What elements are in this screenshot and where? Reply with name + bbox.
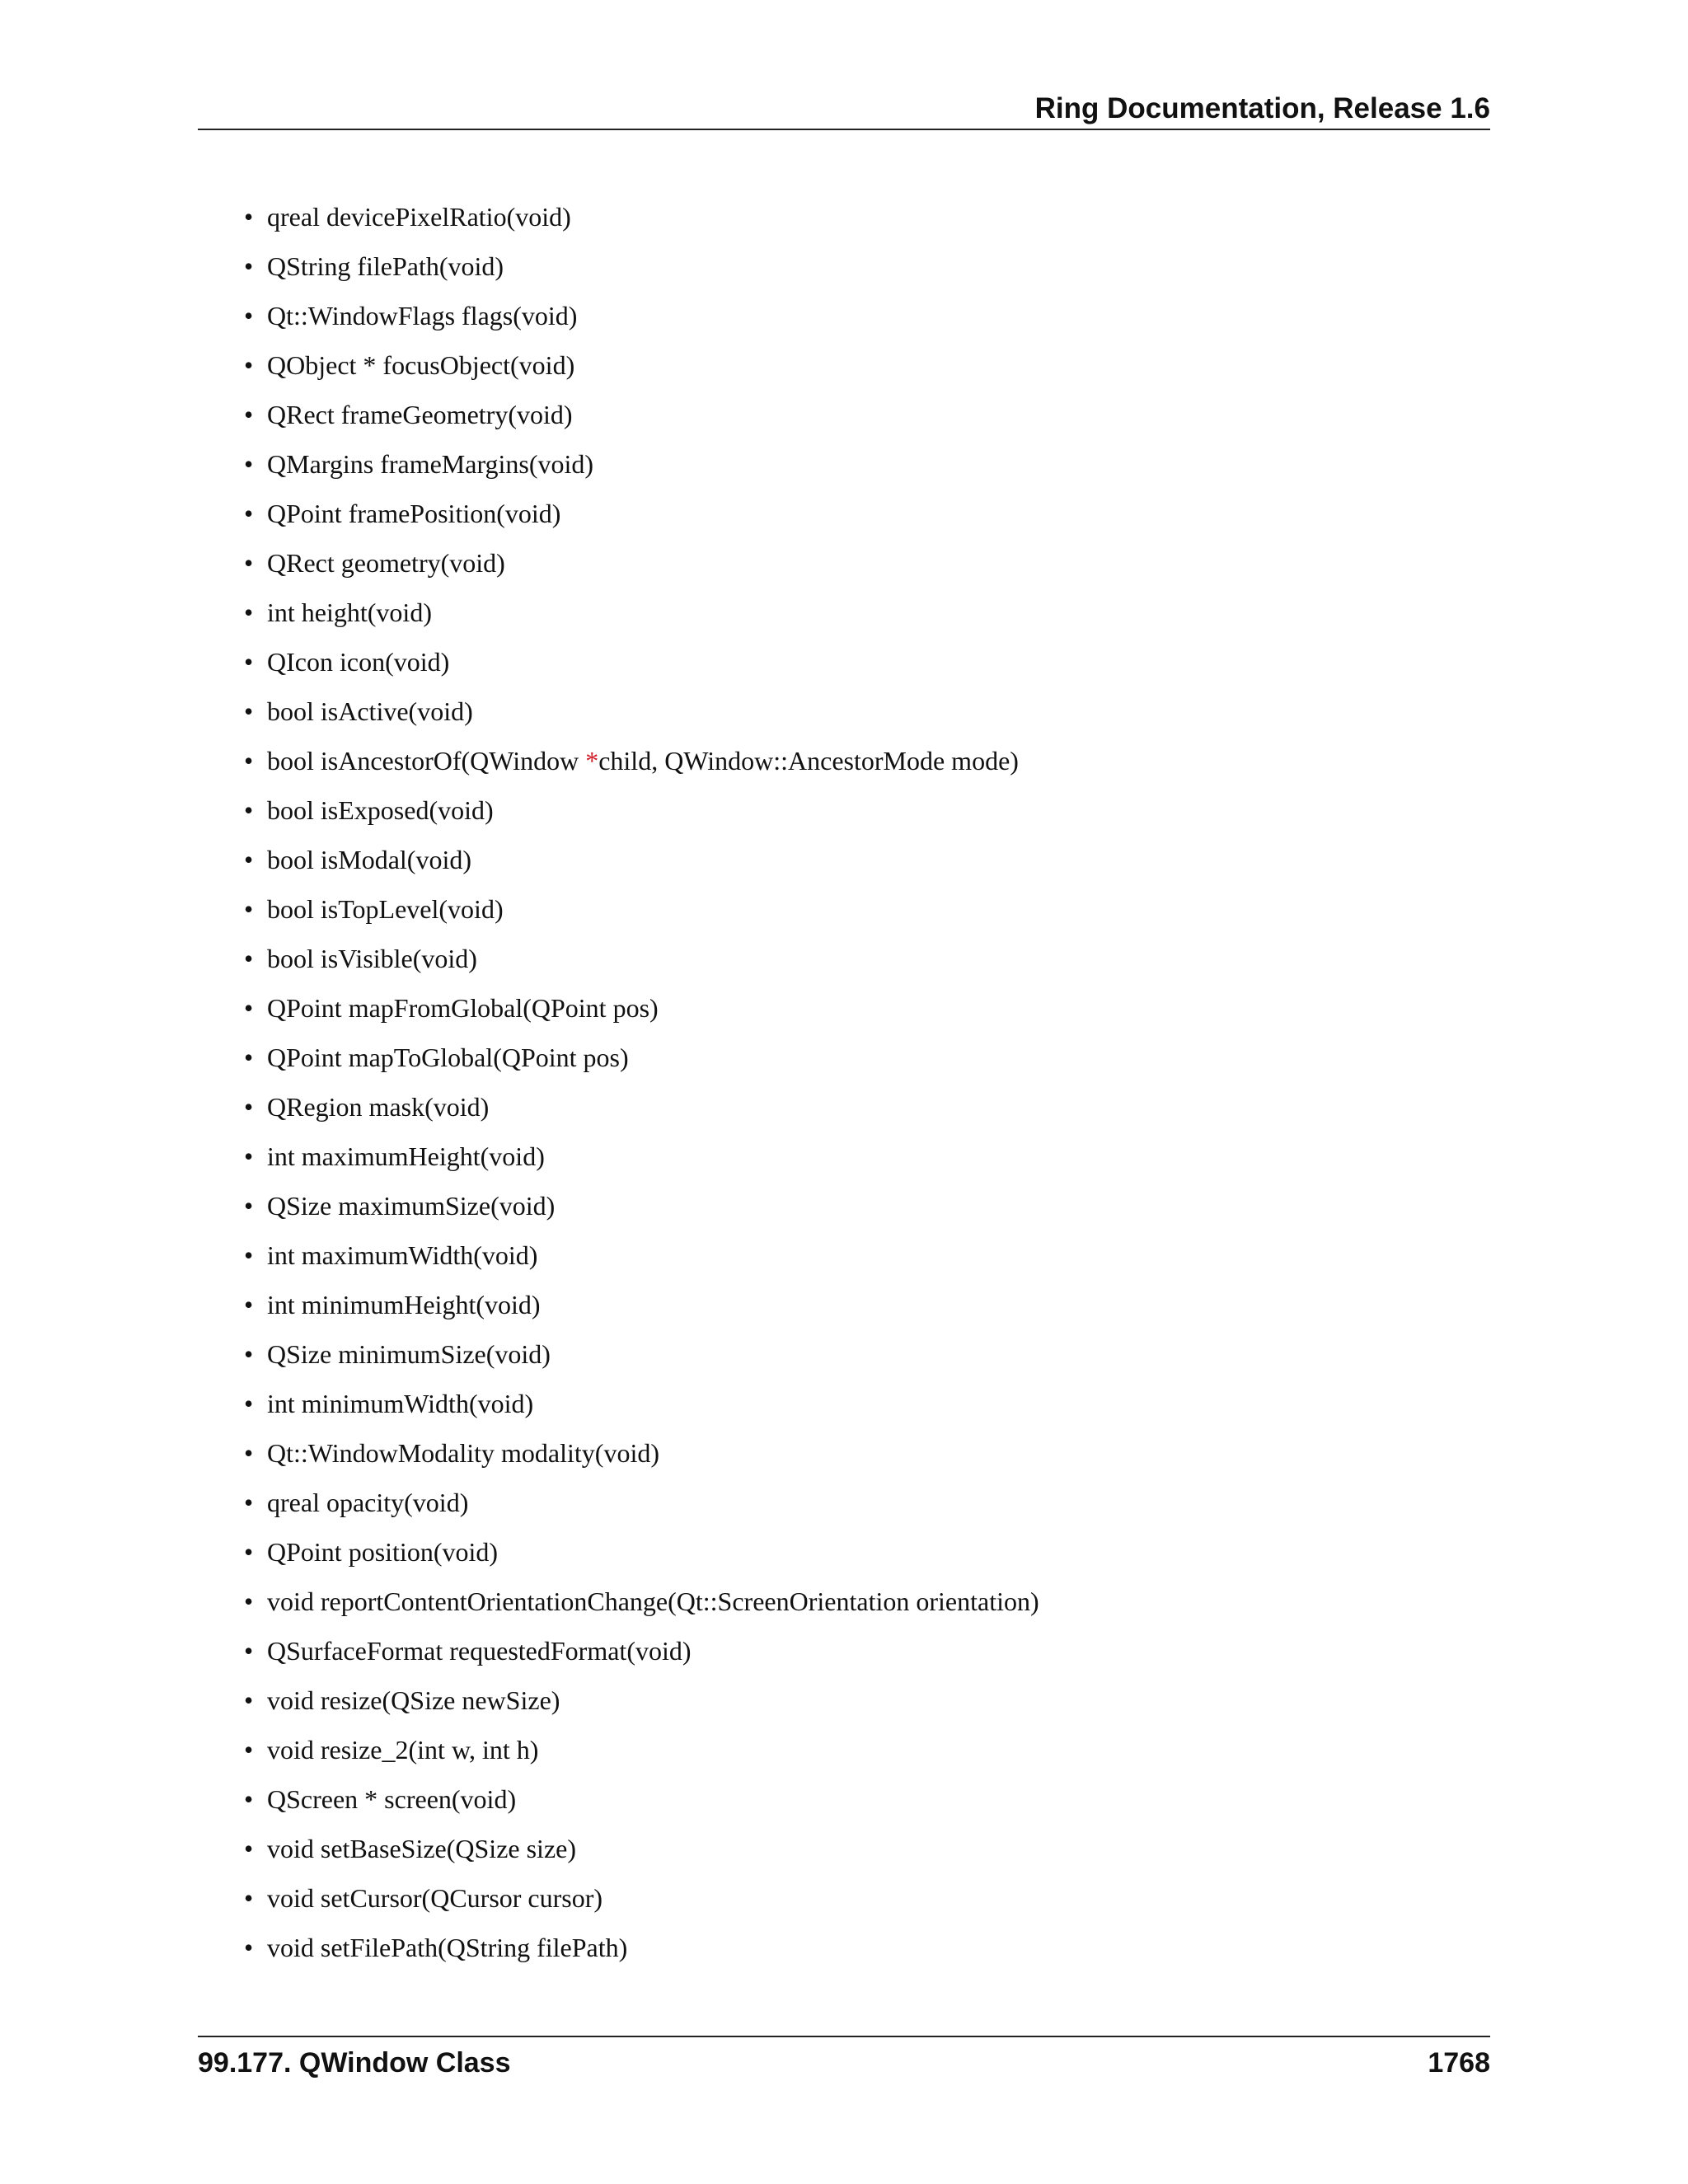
list-item [244,1680,1039,1729]
bullet-icon: • [244,400,254,429]
bullet-icon: • [244,1834,254,1863]
page-footer [198,2036,1490,2087]
method-signature: QRegion mask(void) [267,1092,490,1122]
highlighted-asterisk: * [585,746,599,776]
bullet-icon: • [244,1141,254,1171]
list-item [244,592,1039,641]
method-signature: QIcon icon(void) [267,647,450,677]
list-item [244,1482,1039,1531]
bullet-icon: • [244,301,254,330]
bullet-icon: • [244,1092,254,1122]
bullet-icon: • [244,1290,254,1319]
document-title: Ring Documentation, Release 1.6 [1034,92,1490,124]
method-signature: int maximumHeight(void) [267,1141,545,1171]
list-item [244,344,1039,394]
method-signature: QPoint framePosition(void) [267,499,561,528]
list-item [244,790,1039,839]
list-item [244,443,1039,493]
method-signature: QRect geometry(void) [267,548,505,578]
method-signature: bool isTopLevel(void) [267,894,504,924]
bullet-icon: • [244,1784,254,1814]
bullet-icon: • [244,1191,254,1221]
list-item [244,1432,1039,1482]
bullet-icon: • [244,1636,254,1666]
method-signature: Qt::WindowFlags flags(void) [267,301,578,330]
method-signature: void setCursor(QCursor cursor) [267,1883,603,1913]
method-signature: qreal devicePixelRatio(void) [267,202,571,232]
method-signature [267,746,1019,776]
bullet-icon: • [244,1537,254,1567]
method-signature: int height(void) [267,598,432,627]
list-item [244,1531,1039,1581]
list-item [244,1235,1039,1284]
list-item [244,394,1039,443]
bullet-icon: • [244,1883,254,1913]
list-item [244,691,1039,740]
method-signature: QScreen * screen(void) [267,1784,517,1814]
list-item [244,542,1039,592]
list-item [244,295,1039,344]
list-item [244,246,1039,295]
method-signature: QSize minimumSize(void) [267,1339,551,1369]
bullet-icon: • [244,1933,254,1962]
list-item [244,196,1039,246]
signature-part: child, QWindow::AncestorMode mode) [598,746,1019,776]
method-signature: QObject * focusObject(void) [267,350,575,380]
bullet-icon: • [244,598,254,627]
method-signature: int minimumWidth(void) [267,1389,534,1418]
method-signature: QPoint mapFromGlobal(QPoint pos) [267,993,659,1023]
signature-part: bool isAncestorOf(QWindow [267,746,586,776]
bullet-icon: • [244,1586,254,1616]
bullet-icon: • [244,251,254,281]
bullet-icon: • [244,746,254,776]
method-signature: int minimumHeight(void) [267,1290,541,1319]
method-signature: QPoint position(void) [267,1537,499,1567]
bullet-icon: • [244,1389,254,1418]
method-signature: Qt::WindowModality modality(void) [267,1438,659,1468]
bullet-icon: • [244,1043,254,1072]
bullet-icon: • [244,1488,254,1517]
list-item [244,1630,1039,1680]
bullet-icon: • [244,1438,254,1468]
page-header [198,89,1490,130]
method-signature: void setFilePath(QString filePath) [267,1933,628,1962]
method-signature: QSize maximumSize(void) [267,1191,556,1221]
list-item [244,1581,1039,1630]
bullet-icon: • [244,845,254,874]
bullet-icon: • [244,1339,254,1369]
list-item [244,740,1039,790]
method-signature: void resize_2(int w, int h) [267,1735,539,1765]
list-item [244,1136,1039,1185]
method-signature: bool isModal(void) [267,845,471,874]
bullet-icon: • [244,1685,254,1715]
list-item [244,987,1039,1037]
method-signature: bool isActive(void) [267,696,473,726]
list-item [244,1828,1039,1877]
list-item [244,1284,1039,1333]
bullet-icon: • [244,350,254,380]
method-signature: void setBaseSize(QSize size) [267,1834,576,1863]
list-item [244,493,1039,542]
method-signature: void reportContentOrientationChange(Qt::ScreenOrientation orientation) [267,1586,1039,1616]
bullet-icon: • [244,993,254,1023]
method-signature: QString filePath(void) [267,251,504,281]
section-title: 99.177. QWindow Class [198,2047,511,2079]
bullet-icon: • [244,696,254,726]
list-item [244,641,1039,691]
list-item [244,1729,1039,1779]
list-item [244,938,1039,987]
list-item [244,1779,1039,1828]
page-number: 1768 [1428,2047,1490,2079]
list-item [244,1037,1039,1086]
method-signature: QRect frameGeometry(void) [267,400,573,429]
list-item [244,1927,1039,1976]
list-item [244,1086,1039,1136]
list-item [244,1333,1039,1383]
method-signature: bool isExposed(void) [267,795,494,825]
bullet-icon: • [244,548,254,578]
list-item [244,1383,1039,1432]
list-item [244,839,1039,888]
method-signature: QPoint mapToGlobal(QPoint pos) [267,1043,629,1072]
bullet-icon: • [244,1735,254,1765]
method-signature: QMargins frameMargins(void) [267,449,594,479]
list-item [244,888,1039,938]
bullet-icon: • [244,449,254,479]
method-signature: qreal opacity(void) [267,1488,469,1517]
method-signature: QSurfaceFormat requestedFormat(void) [267,1636,692,1666]
method-signature: bool isVisible(void) [267,944,477,973]
bullet-icon: • [244,499,254,528]
bullet-icon: • [244,795,254,825]
bullet-icon: • [244,894,254,924]
bullet-icon: • [244,1240,254,1270]
method-list [244,196,1039,1976]
bullet-icon: • [244,944,254,973]
method-signature: void resize(QSize newSize) [267,1685,560,1715]
list-item [244,1185,1039,1235]
list-item [244,1877,1039,1927]
bullet-icon: • [244,647,254,677]
method-signature: int maximumWidth(void) [267,1240,538,1270]
bullet-icon: • [244,202,254,232]
